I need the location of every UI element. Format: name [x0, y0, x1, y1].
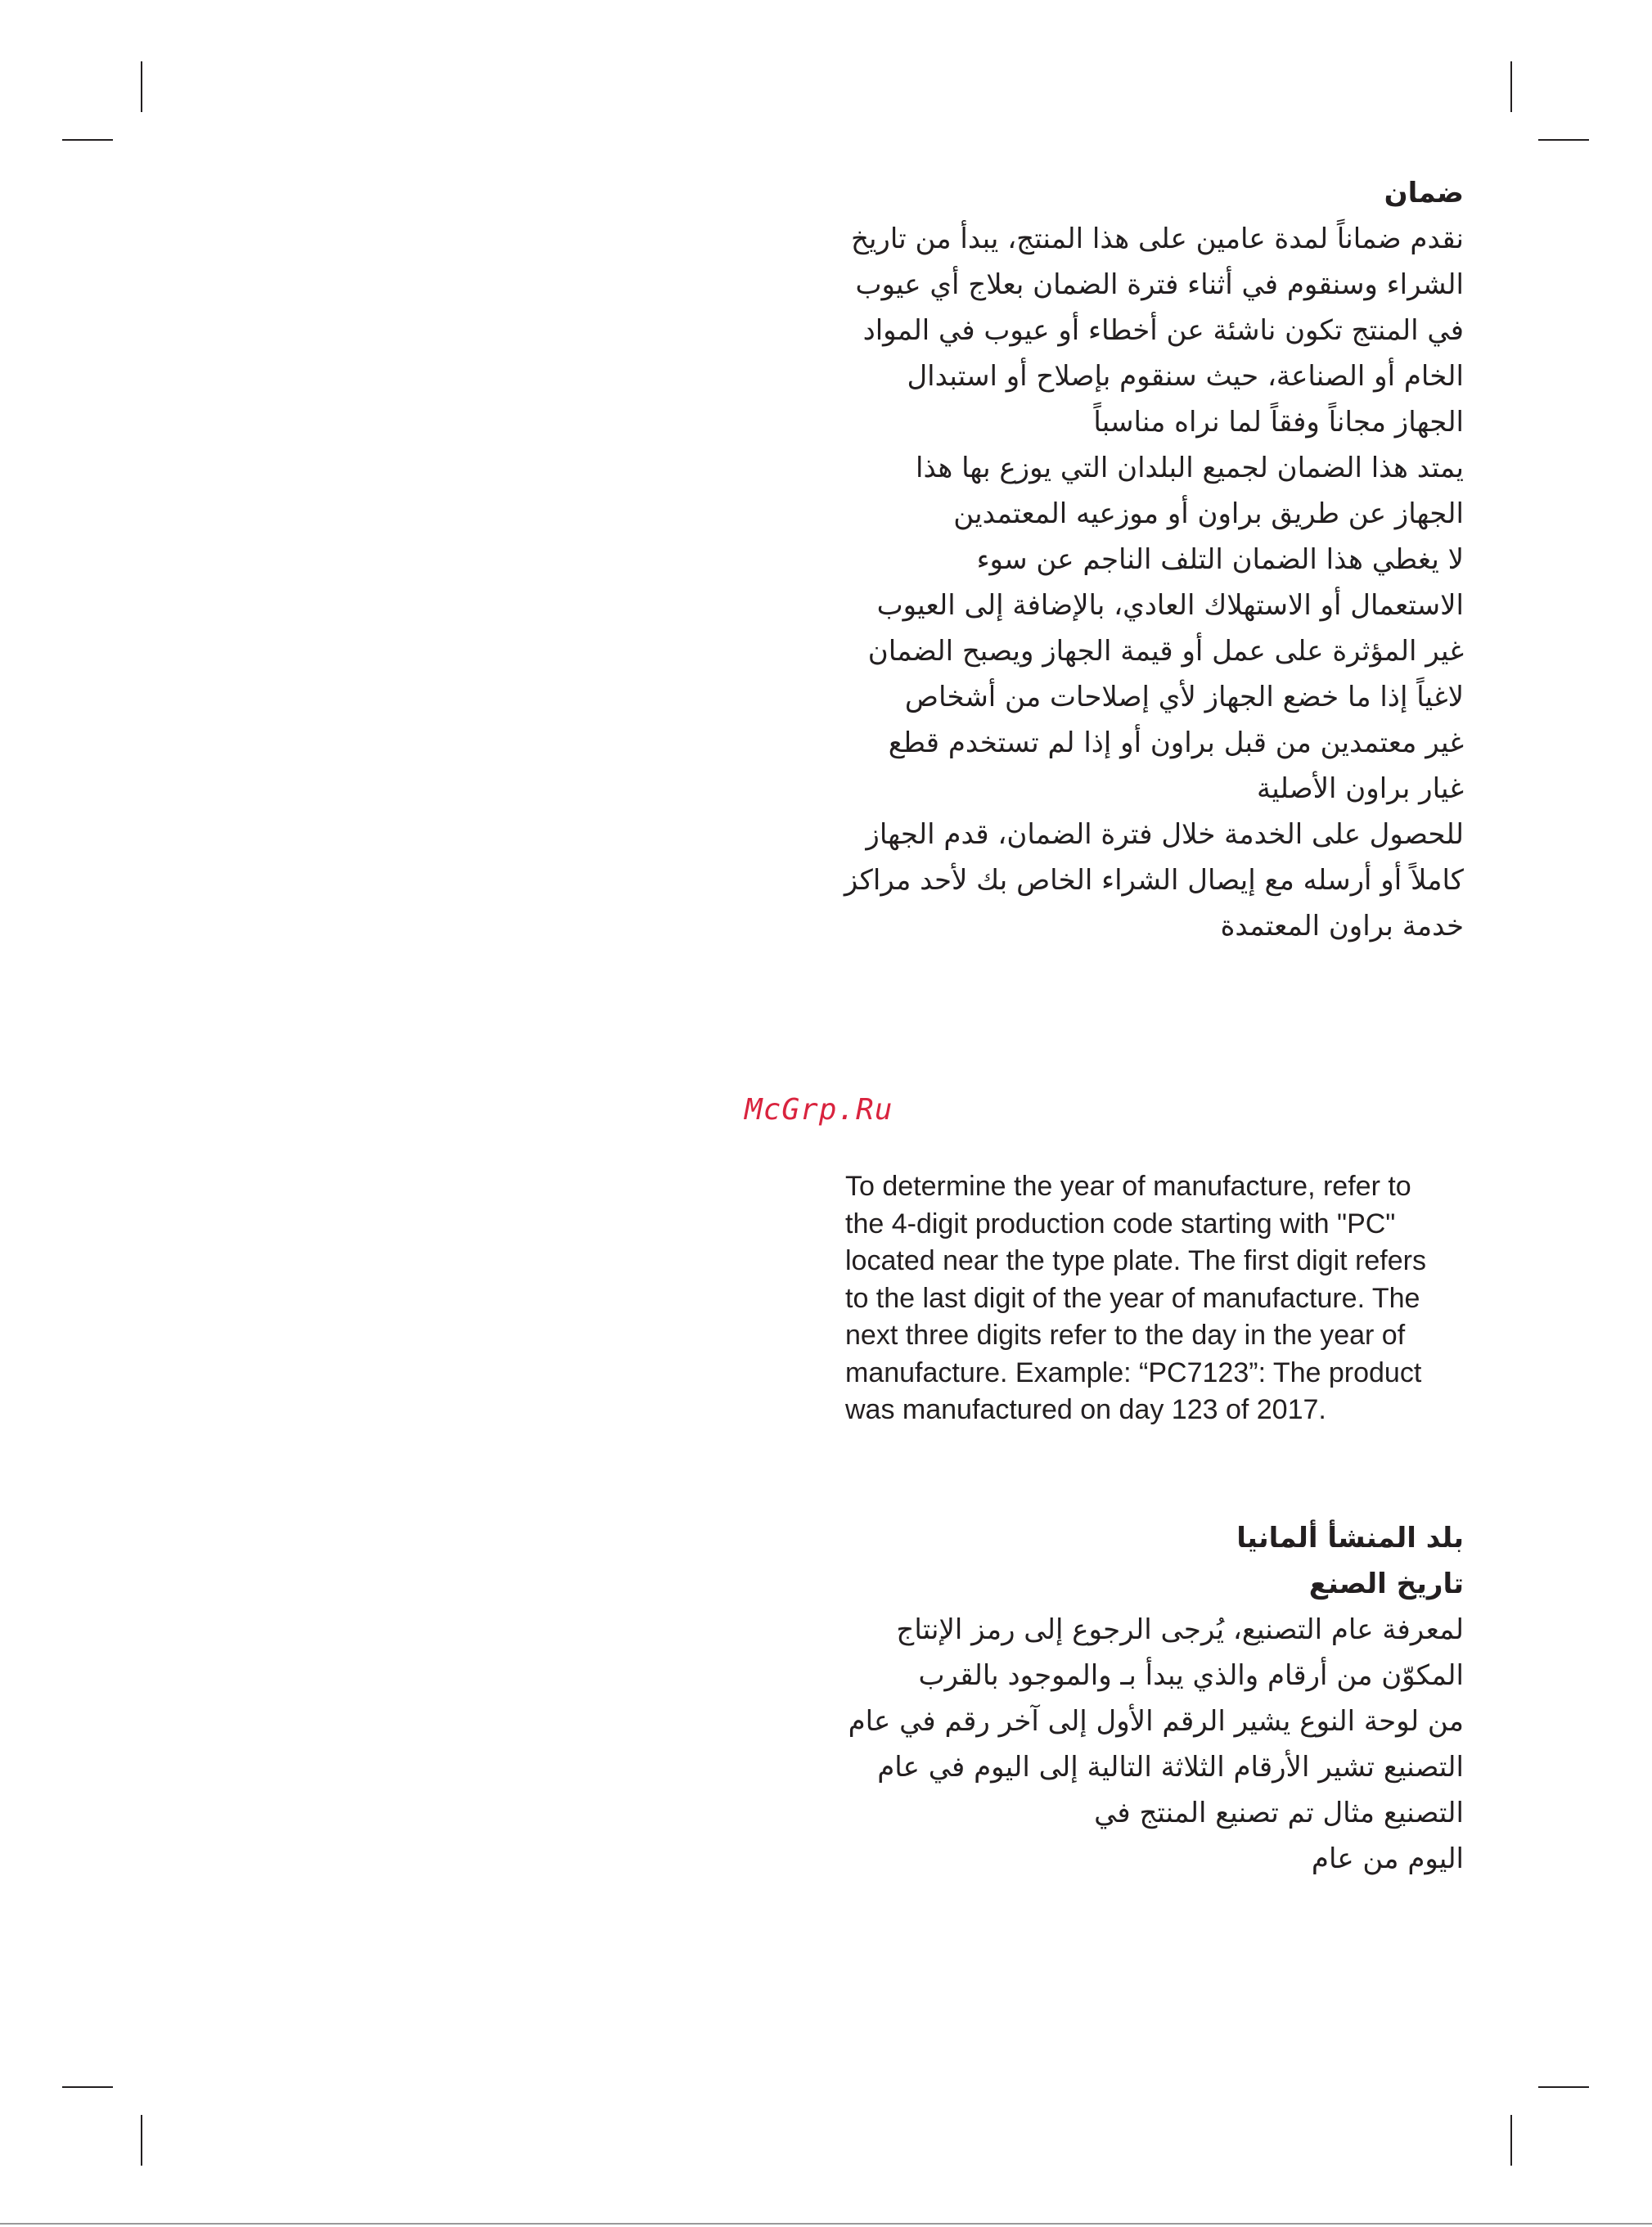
- crop-mark-bottom-right-vertical: [1510, 2115, 1512, 2166]
- warranty-line: لاغياً إذا ما خضع الجهاز لأي إصلاحات من أشخاص: [904, 681, 1464, 713]
- crop-mark-top-left-horizontal: [62, 139, 113, 141]
- warranty-line: الجهاز مجاناً وفقاً لما نراه مناسباً: [1093, 406, 1464, 439]
- origin-title: بلد المنشأ ألمانيا: [1236, 1522, 1464, 1554]
- watermark-link[interactable]: McGrp.Ru: [745, 1093, 894, 1127]
- production-line: located near the type plate. The first digit refers: [845, 1245, 1426, 1276]
- production-line: next three digits refer to the day in the year of: [845, 1320, 1406, 1351]
- warranty-line: الشراء وسنقوم في أثناء فترة الضمان بعلاج أي عيوب: [855, 268, 1464, 301]
- crop-mark-bottom-right-horizontal: [1538, 2086, 1589, 2088]
- production-line: the 4-digit production code starting with "PC": [845, 1208, 1396, 1239]
- warranty-section-ar: [744, 170, 1464, 949]
- production-line: manufacture. Example: “PC7123”: The product: [845, 1356, 1422, 1388]
- origin-line: التصنيع تشير الأرقام الثلاثة التالية إلى اليوم في عام: [877, 1751, 1464, 1784]
- origin-line: لمعرفة عام التصنيع، يُرجى الرجوع إلى رمز الإنتاج: [896, 1613, 1464, 1646]
- warranty-line: للحصول على الخدمة خلال فترة الضمان، قدم الجهاز: [866, 818, 1464, 851]
- warranty-line: الخام أو الصناعة، حيث سنقوم بإصلاح أو استبدال: [907, 360, 1464, 393]
- origin-line: التصنيع مثال تم تصنيع المنتج في: [1094, 1797, 1464, 1829]
- manufacture-date-title: تاريخ الصنع: [1308, 1568, 1464, 1600]
- origin-line: من لوحة النوع يشير الرقم الأول إلى آخر رقم في عام: [848, 1705, 1464, 1738]
- warranty-line: في المنتج تكون ناشئة عن أخطاء أو عيوب في المواد: [862, 314, 1464, 347]
- warranty-line: خدمة براون المعتمدة: [1220, 910, 1464, 943]
- warranty-line: نقدم ضماناً لمدة عامين على هذا المنتج، يبدأ من تاريخ: [851, 223, 1464, 255]
- production-line: To determine the year of manufacture, refer to: [845, 1171, 1411, 1202]
- warranty-line: الجهاز عن طريق براون أو موزعيه المعتمدين: [953, 497, 1464, 530]
- crop-mark-top-right-vertical: [1510, 61, 1512, 112]
- warranty-line: الاستعمال أو الاستهلاك العادي، بالإضافة إلى العيوب: [876, 589, 1464, 622]
- production-line: to the last digit of the year of manufacture. The: [845, 1282, 1420, 1314]
- warranty-line: يمتد هذا الضمان لجميع البلدان التي يوزع بها هذا: [916, 452, 1464, 484]
- production-line: was manufactured on day 123 of 2017.: [845, 1394, 1326, 1425]
- crop-mark-top-left-vertical: [141, 61, 142, 112]
- page-bottom-rule: [0, 2223, 1652, 2225]
- origin-line: المكوّن من أرقام والذي يبدأ بـ والموجود بالقرب: [918, 1659, 1464, 1692]
- warranty-title: ضمان: [1384, 177, 1464, 209]
- origin-section-ar: [744, 1515, 1464, 1882]
- crop-mark-bottom-left-vertical: [141, 2115, 142, 2166]
- crop-mark-bottom-left-horizontal: [62, 2086, 113, 2088]
- warranty-line: غير معتمدين من قبل براون أو إذا لم تستخدم قطع: [888, 727, 1464, 759]
- warranty-line: لا يغطي هذا الضمان التلف الناجم عن سوء: [976, 543, 1464, 576]
- crop-mark-top-right-horizontal: [1538, 139, 1589, 141]
- warranty-line: غير المؤثرة على عمل أو قيمة الجهاز ويصبح الضمان: [867, 635, 1464, 668]
- warranty-line: غيار براون الأصلية: [1257, 772, 1464, 805]
- origin-line: اليوم من عام: [1311, 1842, 1464, 1875]
- production-code-section-en: [845, 1168, 1467, 1429]
- warranty-line: كاملاً أو أرسله مع إيصال الشراء الخاص بك لأحد مراكز: [844, 864, 1464, 897]
